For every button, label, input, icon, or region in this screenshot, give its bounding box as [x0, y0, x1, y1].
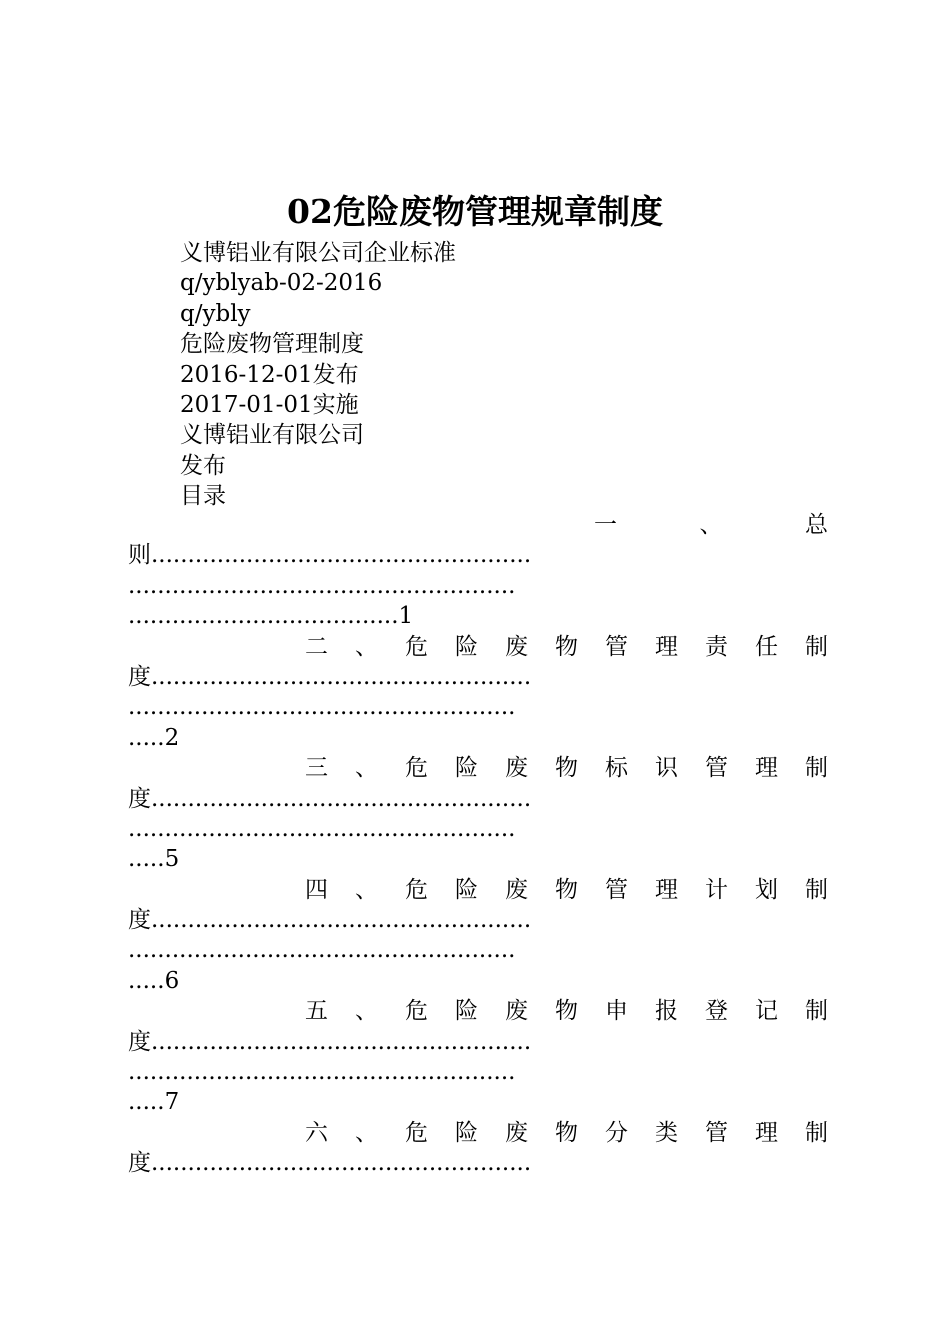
toc-heading-char: 危 — [405, 755, 428, 782]
toc-page-number: 6 — [164, 967, 180, 994]
toc-page-number: 1 — [398, 603, 414, 630]
toc-heading-char: 、 — [355, 633, 378, 660]
toc-heading-char: 任 — [755, 633, 778, 660]
toc-heading-char: 、 — [699, 512, 723, 538]
toc-heading-char: 制 — [805, 876, 828, 903]
toc-entry-leader — [128, 1148, 828, 1178]
toc-heading-char: 废 — [505, 876, 528, 903]
toc-heading-char: 总 — [805, 512, 828, 538]
dot-leader: .................................................... — [151, 1028, 532, 1055]
dot-leader: ..... — [128, 846, 165, 873]
toc-page-number: 2 — [164, 724, 180, 751]
toc-heading-char: 、 — [355, 755, 378, 782]
dot-leader: ..................................... — [128, 603, 399, 630]
toc-heading-char: 管 — [705, 1119, 728, 1146]
company-name: 义博铝业有限公司 — [180, 422, 364, 449]
toc-entry-leader — [128, 905, 828, 935]
toc-heading-continuation: 度 — [128, 785, 151, 812]
dot-leader-line: ..................................................... — [128, 815, 516, 842]
toc-heading-char: 四 — [305, 876, 328, 903]
toc-heading-char: 管 — [605, 633, 628, 660]
toc-heading-char: 危 — [405, 998, 428, 1025]
toc-heading-char: 废 — [505, 755, 528, 782]
toc-heading-char: 计 — [705, 876, 728, 903]
standard-code: q/yblyab-02-2016 — [180, 270, 383, 297]
toc-heading-char: 管 — [605, 876, 628, 903]
toc-heading-char: 物 — [555, 633, 578, 660]
publish-date: 2016-12-01发布 — [180, 361, 359, 388]
toc-entry-heading — [128, 996, 828, 1026]
toc-heading-char: 一 — [594, 512, 617, 538]
dot-leader: .................................................... — [151, 542, 532, 569]
toc-heading-char: 、 — [355, 876, 378, 903]
toc-heading-char: 险 — [455, 998, 478, 1025]
dot-leader: .................................................... — [151, 907, 532, 934]
dot-leader: .................................................... — [151, 1150, 532, 1177]
toc-page-number: 7 — [164, 1089, 180, 1116]
dot-leader-line: ..................................................... — [128, 937, 516, 964]
dot-leader: ..... — [128, 1089, 165, 1116]
toc-heading-char: 申 — [605, 998, 628, 1025]
toc-heading-char: 危 — [405, 1119, 428, 1146]
toc-heading-char: 险 — [455, 1119, 478, 1146]
toc-heading-char: 物 — [555, 1119, 578, 1146]
dot-leader: ..... — [128, 724, 165, 751]
toc-entry-heading — [128, 632, 828, 662]
toc-heading-char: 识 — [655, 755, 678, 782]
toc-heading-char: 五 — [305, 998, 328, 1025]
dot-leader: .................................................... — [151, 663, 532, 690]
toc-entry-heading — [128, 510, 828, 540]
toc-heading-char: 废 — [505, 1119, 528, 1146]
toc-heading-continuation: 度 — [128, 1150, 151, 1177]
table-of-contents — [128, 510, 828, 1179]
toc-heading-continuation: 度 — [128, 1028, 151, 1055]
toc-heading-continuation: 度 — [128, 663, 151, 690]
toc-heading-char: 理 — [755, 1119, 778, 1146]
toc-heading-char: 、 — [355, 998, 378, 1025]
toc-heading-char: 险 — [455, 633, 478, 660]
toc-heading-char: 六 — [305, 1119, 328, 1146]
toc-heading-char: 理 — [655, 633, 678, 660]
toc-entry-leader — [128, 540, 828, 570]
toc-heading-char: 责 — [705, 633, 728, 660]
toc-heading-char: 制 — [805, 1119, 828, 1146]
toc-heading-char: 废 — [505, 998, 528, 1025]
toc-page-number: 5 — [164, 846, 180, 873]
toc-heading-char: 制 — [805, 755, 828, 782]
toc-heading-char: 报 — [655, 998, 678, 1025]
toc-heading-char: 记 — [755, 998, 778, 1025]
toc-heading-char: 制 — [805, 998, 828, 1025]
dot-leader-line: ..................................................... — [128, 572, 516, 599]
toc-heading-char: 登 — [705, 998, 728, 1025]
toc-heading-char: 二 — [305, 633, 328, 660]
toc-page-line — [128, 966, 828, 996]
toc-entry-leader — [128, 784, 828, 814]
dot-leader-line: ..................................................... — [128, 1059, 516, 1086]
toc-heading-char: 废 — [505, 633, 528, 660]
implement-date: 2017-01-01实施 — [180, 392, 359, 419]
toc-title: 目录 — [180, 483, 226, 510]
toc-page-line — [128, 1087, 828, 1117]
toc-entry-heading — [128, 1118, 828, 1148]
document-title: 02危险废物管理规章制度 — [287, 192, 663, 231]
toc-heading-char: 管 — [705, 755, 728, 782]
toc-entry-heading — [128, 753, 828, 783]
dot-leader: ..... — [128, 967, 165, 994]
toc-heading-char: 分 — [605, 1119, 628, 1146]
dot-leader-line: ..................................................... — [128, 694, 516, 721]
company-standard: 义博铝业有限公司企业标准 — [180, 240, 456, 266]
toc-entry-leader — [128, 1027, 828, 1057]
toc-heading-char: 险 — [455, 755, 478, 782]
toc-heading-continuation: 度 — [128, 907, 151, 934]
toc-heading-char: 危 — [405, 633, 428, 660]
toc-heading-char: 三 — [305, 755, 328, 782]
toc-entry-heading — [128, 875, 828, 905]
toc-heading-char: 险 — [455, 876, 478, 903]
toc-heading-char: 物 — [555, 755, 578, 782]
toc-heading-char: 理 — [655, 876, 678, 903]
standard-code-short: q/ybly — [180, 300, 251, 327]
toc-page-line — [128, 723, 828, 753]
toc-page-line — [128, 844, 828, 874]
toc-heading-char: 危 — [405, 876, 428, 903]
dot-leader: .................................................... — [151, 785, 532, 812]
toc-heading-char: 类 — [655, 1119, 678, 1146]
toc-heading-char: 、 — [355, 1119, 378, 1146]
issue-label: 发布 — [180, 452, 226, 479]
toc-heading-char: 划 — [755, 876, 778, 903]
document-meta — [180, 238, 456, 512]
toc-heading-char: 制 — [805, 633, 828, 660]
toc-heading-char: 理 — [755, 755, 778, 782]
toc-page-line — [128, 601, 828, 631]
toc-heading-char: 物 — [555, 876, 578, 903]
toc-heading-char: 标 — [605, 755, 628, 782]
document-name: 危险废物管理制度 — [180, 331, 364, 358]
toc-heading-char: 物 — [555, 998, 578, 1025]
toc-heading-continuation: 则 — [128, 542, 151, 569]
toc-entry-leader — [128, 662, 828, 692]
